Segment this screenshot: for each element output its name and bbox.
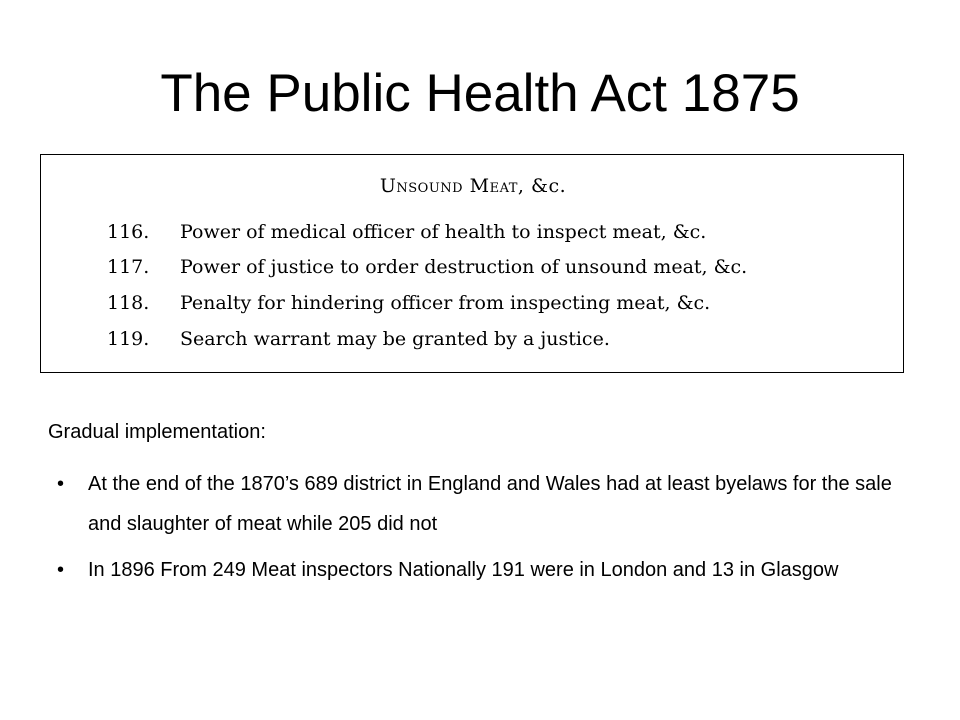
section-number: 116.	[107, 221, 150, 243]
excerpt-section-119	[107, 327, 610, 351]
section-text: Power of medical officer of health to inspect meat, &c.	[180, 221, 707, 243]
intro-text: Gradual implementation:	[48, 421, 266, 443]
slide-body	[48, 418, 908, 596]
excerpt-section-118	[107, 291, 710, 315]
bullet-item	[48, 550, 908, 590]
section-number: 118.	[107, 292, 150, 314]
section-text: Penalty for hindering officer from inspecting meat, &c.	[180, 292, 711, 314]
bullet-text: At the end of the 1870’s 689 district in England and Wales had at least byelaws for the sale and slaughter of meat while 205 did not	[88, 473, 892, 535]
slide-title: The Public Health Act 1875	[160, 64, 800, 123]
excerpt-section-117	[107, 255, 747, 279]
excerpt-heading	[41, 175, 905, 197]
bullet-icon: •	[57, 559, 65, 581]
scanned-act-excerpt	[40, 154, 904, 373]
excerpt-heading-word-2: Meat,	[469, 175, 525, 197]
bullet-icon: •	[57, 473, 65, 495]
section-text: Power of justice to order destruction of unsound meat, &c.	[180, 256, 748, 278]
section-number: 119.	[107, 328, 150, 350]
bullet-item	[48, 464, 908, 544]
bullet-text: In 1896 From 249 Meat inspectors Nationally 191 were in London and 13 in Glasgow	[88, 559, 839, 581]
excerpt-heading-word-3: &c.	[531, 175, 567, 197]
section-text: Search warrant may be granted by a justice.	[180, 328, 610, 350]
section-number: 117.	[107, 256, 150, 278]
excerpt-section-116	[107, 220, 706, 244]
excerpt-heading-word-1: Unsound	[379, 175, 464, 197]
